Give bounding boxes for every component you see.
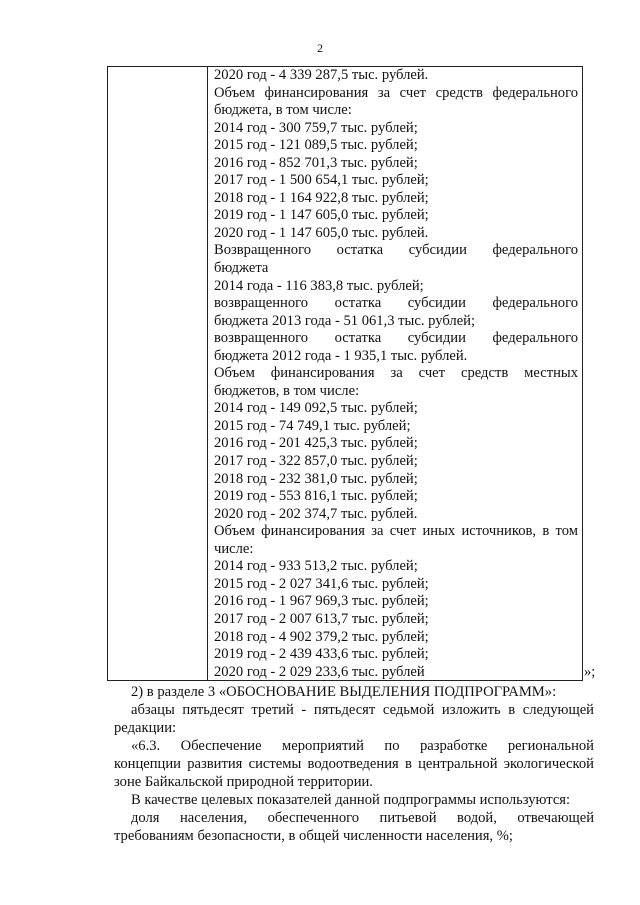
table-line: 2014 год - 149 092,5 тыс. рублей; — [214, 400, 418, 417]
table-line: 2016 год - 1 967 969,3 тыс. рублей; — [214, 593, 429, 610]
table-line: 2014 года - 116 383,8 тыс. рублей; — [214, 277, 424, 294]
table-line: Объем финансирования за счет средств федерального — [214, 84, 578, 101]
table-line: 2016 год - 201 425,3 тыс. рублей; — [214, 435, 418, 452]
financing-cell — [214, 67, 578, 681]
table-line: 2017 год - 322 857,0 тыс. рублей; — [214, 453, 418, 470]
paragraph-line: доля населения, обеспеченного питьевой водой, отвечающей — [131, 810, 594, 826]
financing-table — [107, 66, 583, 681]
table-line: 2019 год - 1 147 605,0 тыс. рублей; — [214, 207, 429, 224]
table-line: 2015 год - 2 027 341,6 тыс. рублей; — [214, 575, 429, 592]
table-line: 2017 год - 1 500 654,1 тыс. рублей; — [214, 172, 429, 189]
paragraph-line: зоне Байкальской природной территории. — [114, 774, 373, 790]
table-line: бюджета — [214, 260, 269, 277]
paragraph-line: «6.3. Обеспечение мероприятий по разработке региональной — [131, 738, 594, 754]
table-line: 2018 год - 4 902 379,2 тыс. рублей; — [214, 628, 429, 645]
table-line: 2020 год - 202 374,7 тыс. рублей. — [214, 505, 418, 522]
table-line: 2015 год - 74 749,1 тыс. рублей; — [214, 417, 411, 434]
table-line: 2019 год - 2 439 433,6 тыс. рублей; — [214, 646, 429, 663]
table-line: 2014 год - 300 759,7 тыс. рублей; — [214, 119, 418, 136]
page-number: 2 — [317, 41, 323, 55]
paragraph-line: В качестве целевых показателей данной подпрограммы используются: — [131, 792, 571, 808]
table-line: 2014 год - 933 513,2 тыс. рублей; — [214, 558, 418, 575]
table-column-divider — [207, 67, 208, 680]
paragraph-line: требованиям безопасности, в общей численности населения, %; — [114, 828, 513, 844]
paragraph-line: концепции развития системы водоотведения в центральной экологической — [114, 756, 594, 772]
table-line: бюджета 2012 года - 1 935,1 тыс. рублей. — [214, 347, 468, 364]
table-line: бюджета 2013 года - 51 061,3 тыс. рублей; — [214, 312, 476, 329]
table-line: 2020 год - 1 147 605,0 тыс. рублей. — [214, 224, 429, 241]
table-closing-quote: »; — [584, 664, 596, 680]
table-line: возвращенного остатка субсидии федерального — [214, 330, 578, 347]
paragraph-line: абзацы пятьдесят третий - пятьдесят седьмой изложить в следующей — [131, 702, 594, 718]
paragraph-line: редакции: — [114, 720, 177, 736]
table-line: Объем финансирования за счет средств местных — [214, 365, 578, 382]
table-line: Возвращенного остатка субсидии федерального — [214, 242, 578, 259]
table-line: бюджета, в том числе: — [214, 102, 352, 119]
table-line: 2018 год - 1 164 922,8 тыс. рублей; — [214, 189, 429, 206]
document-body — [114, 683, 594, 845]
table-line: бюджетов, в том числе: — [214, 382, 360, 399]
table-line: числе: — [214, 540, 254, 557]
table-line: 2019 год - 553 816,1 тыс. рублей; — [214, 488, 418, 505]
table-line: 2020 год - 4 339 287,5 тыс. рублей. — [214, 67, 429, 83]
table-line: Объем финансирования за счет иных источников, в том — [214, 523, 578, 540]
table-line: 2017 год - 2 007 613,7 тыс. рублей; — [214, 610, 429, 627]
table-line: 2016 год - 852 701,3 тыс. рублей; — [214, 154, 418, 171]
table-line: 2015 год - 121 089,5 тыс. рублей; — [214, 137, 418, 154]
paragraph-line: 2) в разделе 3 «ОБОСНОВАНИЕ ВЫДЕЛЕНИЯ ПОДПРОГРАММ»: — [131, 684, 557, 700]
table-line: возвращенного остатка субсидии федерального — [214, 295, 578, 312]
table-line: 2020 год - 2 029 233,6 тыс. рублей — [214, 663, 425, 680]
table-line: 2018 год - 232 381,0 тыс. рублей; — [214, 470, 418, 487]
